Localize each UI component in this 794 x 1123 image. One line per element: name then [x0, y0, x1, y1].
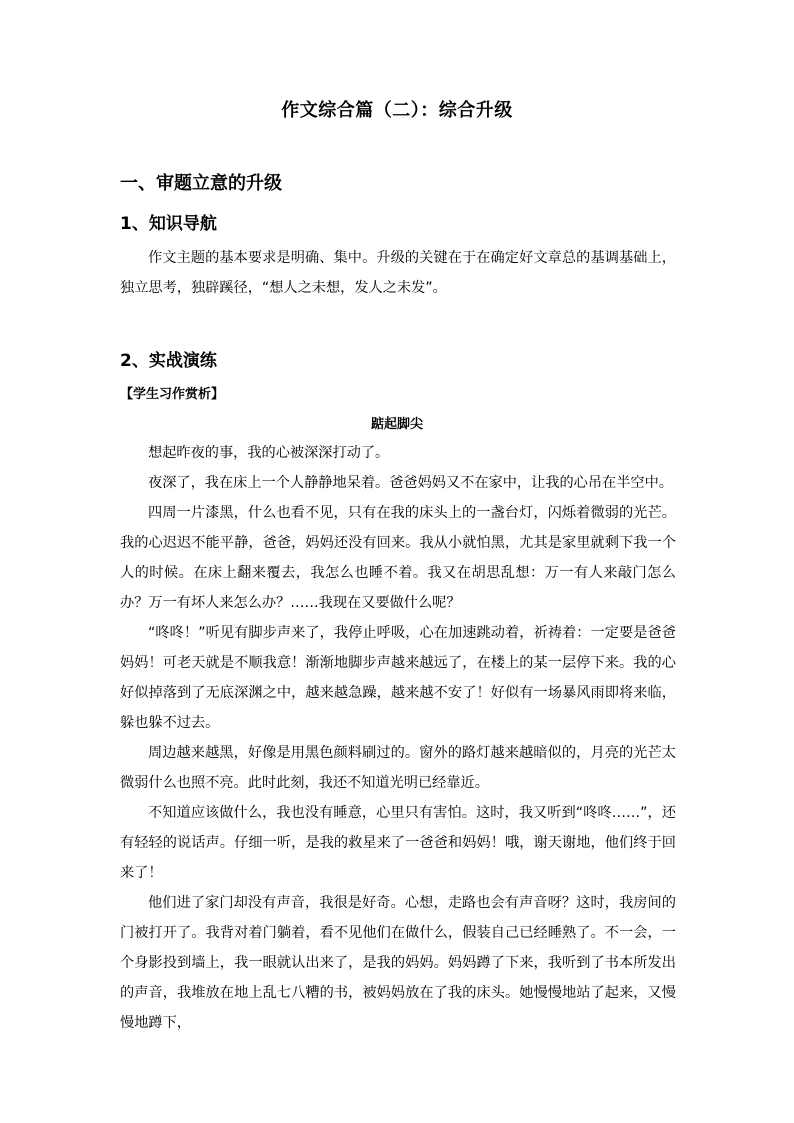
essay-paragraph: 四周一片漆黑，什么也看不见，只有在我的床头上的一盏台灯，闪烁着微弱的光芒。我的心迟迟不能平静，爸爸，妈妈还没有回来。我从小就怕黑，尤其是家里就剩下我一个人的时候。在床上翻来覆去，我怎么也睡不着。我又在胡思乱想：万一有人来敲门怎么办？万一有坏人来怎么办？……我现在又要做什么呢？: [120, 505, 676, 611]
essay-title: 踮起脚尖: [370, 417, 423, 432]
section-heading-1: 一、审题立意的升级: [120, 173, 282, 194]
subsection-heading-knowledge: 1、知识导航: [120, 214, 217, 234]
essay-paragraph: 他们进了家门却没有声音，我很是好奇。心想，走路也会有声音呀？这时，我房间的门被打开了。我背对着门躺着，看不见他们在做什么，假装自己已经睡熟了。不一会，一个身影投到墙上，我一眼就认出来了，是我的妈妈。妈妈蹲了下来，我听到了书本所发出的声音，我堆放在地上乱七八糟的书，被妈妈放在了我的床头。她慢慢地站了起来，又慢慢地蹲下，: [120, 895, 676, 1031]
essay-paragraph: 周边越来越黑，好像是用黑色颜料刷过的。窗外的路灯越来越暗似的，月亮的光芒太微弱什么也照不亮。此时此刻，我还不知道光明已经靠近。: [120, 745, 676, 791]
essay-paragraph: 夜深了，我在床上一个人静静地呆着。爸爸妈妈又不在家中，让我的心吊在半空中。: [148, 475, 673, 491]
essay-paragraph: “咚咚！”听见有脚步声来了，我停止呼吸，心在加速跳动着，祈祷着：一定要是爸爸妈妈！可老天就是不顺我意！渐渐地脚步声越来越远了，在楼上的某一层停下来。我的心好似掉落到了无底深渊之中，越来越急躁，越来越不安了！好似有一场暴风雨即将来临，躲也躲不过去。: [120, 625, 676, 731]
subsection-heading-practice: 2、实战演练: [120, 351, 217, 371]
essay-tag: 【学生习作赏析】: [120, 387, 225, 402]
essay-paragraph: 不知道应该做什么，我也没有睡意，心里只有害怕。这时，我又听到“咚咚……”，还有轻轻的说话声。仔细一听，是我的救星来了一爸爸和妈妈！哦，谢天谢地，他们终于回来了！: [120, 805, 676, 881]
document-title: 作文综合篇（二）：综合升级: [281, 100, 513, 121]
essay-body: [120, 438, 676, 1038]
essay-paragraph: 想起昨夜的事，我的心被深深打动了。: [148, 445, 390, 461]
intro-paragraph: 作文主题的基本要求是明确、集中。升级的关键在于在确定好文章总的基调基础上，独立思考，独辟蹊径，“想人之未想，发人之未发”。: [120, 250, 676, 296]
